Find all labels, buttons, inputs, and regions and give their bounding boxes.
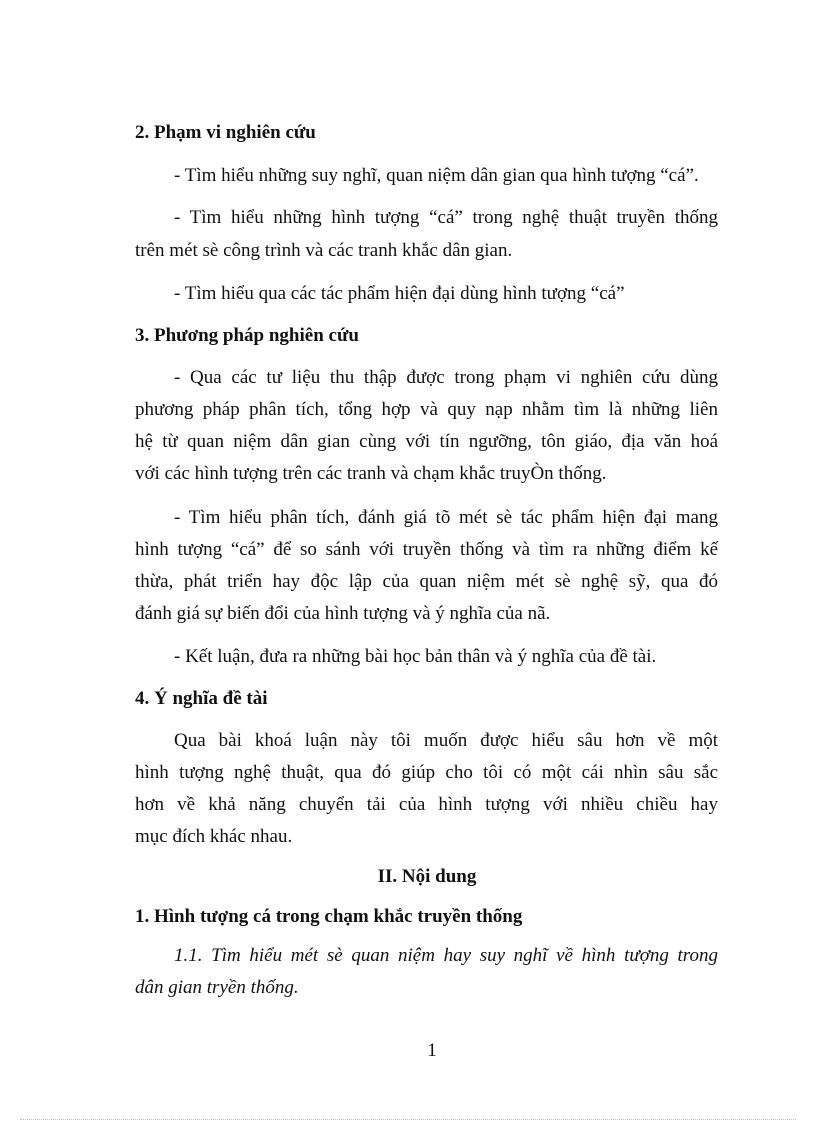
subsection-1-1-line-1: 1.1. Tìm hiểu mét sè quan niệm hay suy nghĩ về hình tượng trong (174, 945, 718, 966)
subsection-1-1-line-2: dân gian tryền thống. (135, 977, 299, 998)
chapter-heading-fish-image: 1. Hình tượng cá trong chạm khắc truyền thống (135, 906, 523, 927)
section-heading-scope: 2. Phạm vi nghiên cứu (135, 122, 316, 143)
method-para-2-line-2: hình tượng “cá” để so sánh với truyền thống và tìm ra những điểm kế (135, 539, 718, 560)
significance-line-4: mục đích khác nhau. (135, 826, 293, 847)
significance-line-2: hình tượng nghệ thuật, qua đó giúp cho tôi có một cái nhìn sâu sắc (135, 762, 718, 783)
significance-line-3: hơn về khả năng chuyển tải của hình tượng với nhiều chiều hay (135, 794, 718, 815)
scope-bullet-2-line-1: - Tìm hiểu những hình tượng “cá” trong nghệ thuật truyền thống (174, 207, 718, 228)
method-para-1-line-3: hệ từ quan niệm dân gian cùng với tín ngưỡng, tôn giáo, địa văn hoá (135, 431, 718, 452)
page-bottom-divider (20, 1119, 796, 1120)
method-para-1-line-4: với các hình tượng trên các tranh và chạm khắc truyÒn thống. (135, 463, 607, 484)
section-heading-method: 3. Phương pháp nghiên cứu (135, 325, 359, 346)
scope-bullet-1: - Tìm hiểu những suy nghĩ, quan niệm dân gian qua hình tượng “cá”. (174, 165, 699, 186)
method-para-2-line-4: đánh giá sự biến đổi của hình tượng và ý nghĩa của nã. (135, 603, 551, 624)
method-para-3: - Kết luận, đưa ra những bài học bản thân và ý nghĩa của đề tài. (174, 646, 657, 667)
section-heading-significance: 4. Ý nghĩa đề tài (135, 688, 268, 709)
scope-bullet-2-line-2: trên mét sè công trình và các tranh khắc dân gian. (135, 240, 513, 261)
method-para-2-line-3: thừa, phát triển hay độc lập của quan niệm mét sè nghệ sỹ, qua đó (135, 571, 718, 592)
part-heading-content: II. Nội dung (377, 866, 477, 887)
method-para-1-line-2: phương pháp phân tích, tổng hợp và quy nạp nhằm tìm là những liên (135, 399, 718, 420)
method-para-2-line-1: - Tìm hiểu phân tích, đánh giá tõ mét sè tác phẩm hiện đại mang (174, 507, 718, 528)
page-number: 1 (427, 1040, 437, 1061)
significance-line-1: Qua bài khoá luận này tôi muốn được hiểu sâu hơn về một (174, 730, 718, 751)
method-para-1-line-1: - Qua các tư liệu thu thập được trong phạm vi nghiên cứu dùng (174, 367, 718, 388)
scope-bullet-3: - Tìm hiểu qua các tác phẩm hiện đại dùng hình tượng “cá” (174, 283, 625, 304)
